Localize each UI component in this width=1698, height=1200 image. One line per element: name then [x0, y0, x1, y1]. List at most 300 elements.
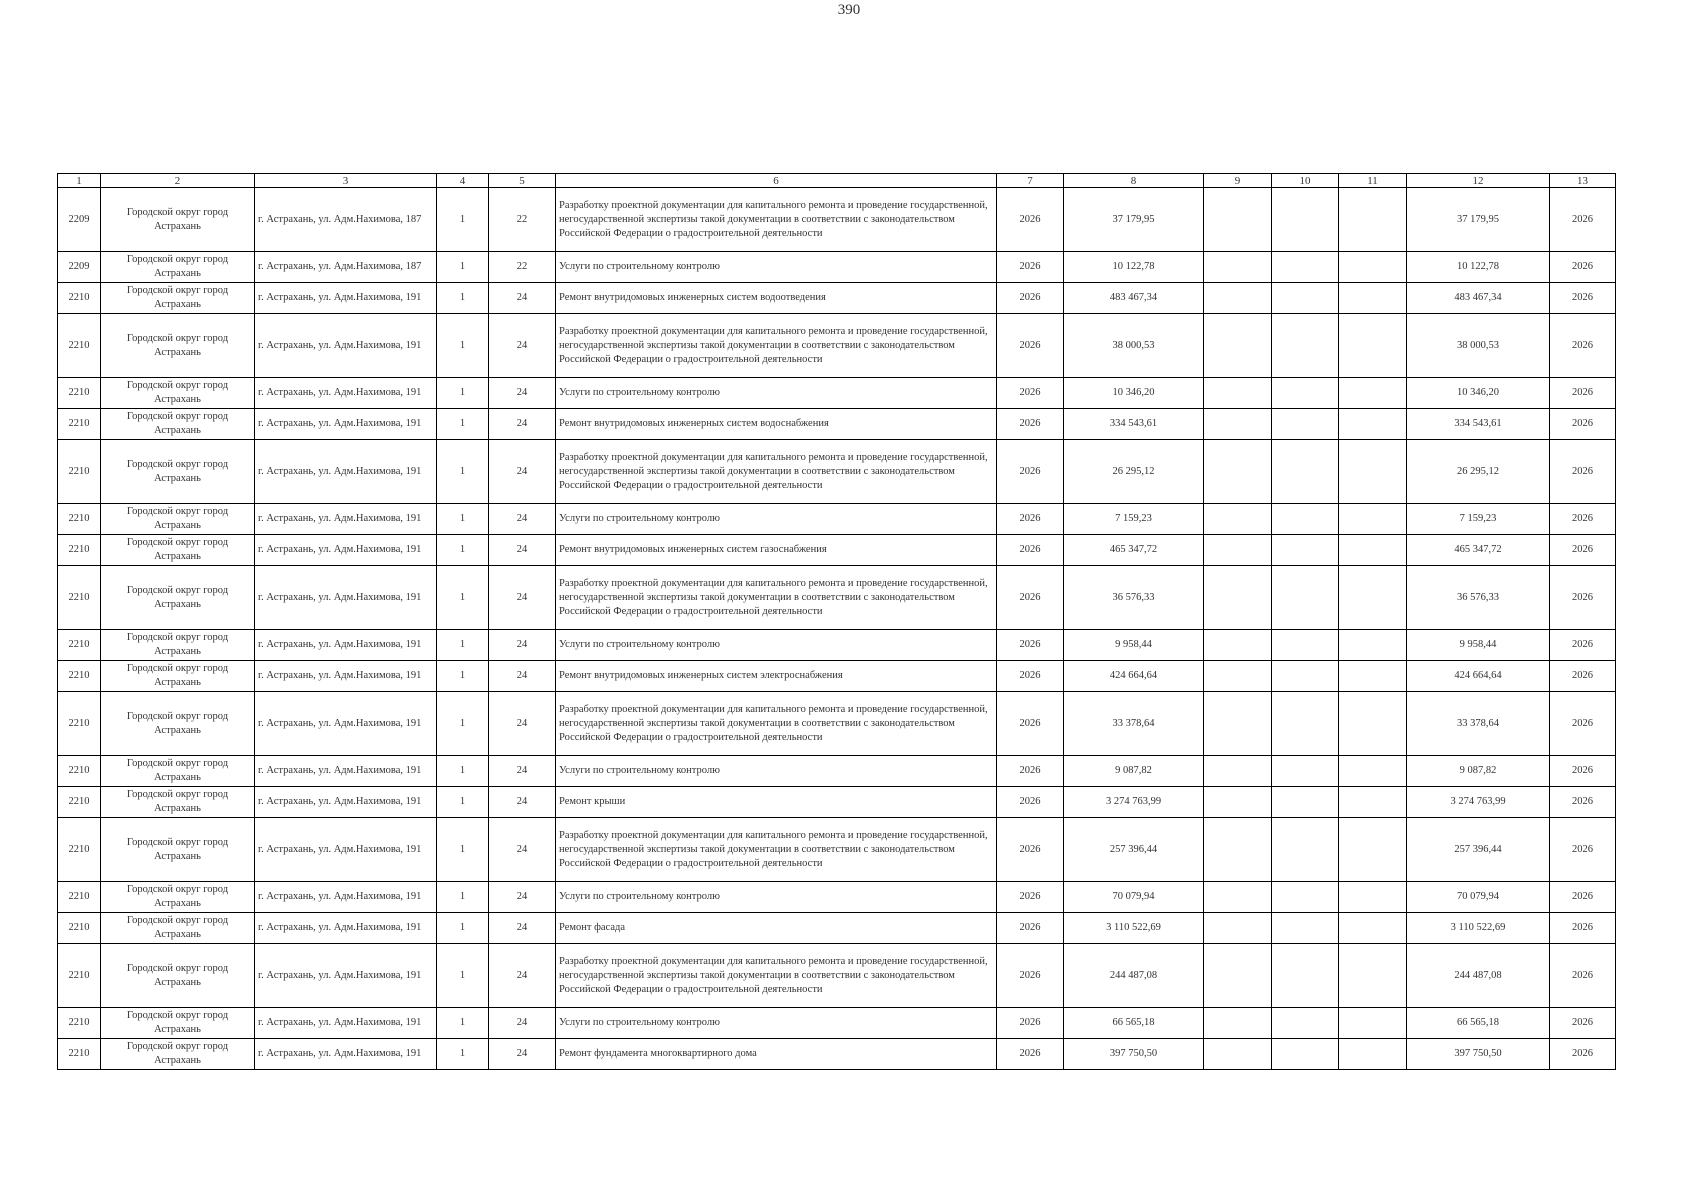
table-row: [58, 630, 1616, 661]
cell-municipality: Городской округ город Астрахань: [101, 409, 255, 440]
cell-total-cost: 465 347,72: [1064, 535, 1204, 566]
cell-col-10-value: [1272, 630, 1339, 661]
cell-fund-amount: 3 110 522,69: [1407, 913, 1550, 944]
cell-fund-amount: 465 347,72: [1407, 535, 1550, 566]
cell-work-type: Разработку проектной документации для капитального ремонта и проведение государственной, негосударственной экспертизы такой документации в соответствии с законодательством Российской Федерации о градостроительной деятельности: [556, 440, 997, 504]
cell-year: 2026: [997, 913, 1064, 944]
cell-total-cost: 3 274 763,99: [1064, 787, 1204, 818]
cell-total-cost: 70 079,94: [1064, 882, 1204, 913]
cell-col-10-value: [1272, 944, 1339, 1008]
table-row: [58, 756, 1616, 787]
cell-col-11-value: [1339, 882, 1407, 913]
cell-completion-year: 2026: [1550, 756, 1616, 787]
cell-record-id: 2210: [58, 1008, 101, 1039]
cell-record-id: 2210: [58, 566, 101, 630]
cell-total-cost: 37 179,95: [1064, 188, 1204, 252]
cell-fund-amount: 424 664,64: [1407, 661, 1550, 692]
cell-col-5-value: 24: [489, 440, 556, 504]
cell-year: 2026: [997, 692, 1064, 756]
cell-col-5-value: 24: [489, 409, 556, 440]
cell-year: 2026: [997, 440, 1064, 504]
cell-total-cost: 36 576,33: [1064, 566, 1204, 630]
column-number-7: 7: [997, 174, 1064, 188]
cell-work-type: Ремонт внутридомовых инженерных систем электроснабжения: [556, 661, 997, 692]
cell-col-10-value: [1272, 1039, 1339, 1070]
column-number-13: 13: [1550, 174, 1616, 188]
cell-municipality: Городской округ город Астрахань: [101, 913, 255, 944]
cell-record-id: 2210: [58, 756, 101, 787]
cell-address: г. Астрахань, ул. Адм.Нахимова, 191: [255, 504, 437, 535]
cell-municipality: Городской округ город Астрахань: [101, 535, 255, 566]
cell-col-10-value: [1272, 378, 1339, 409]
cell-col-4-value: 1: [437, 661, 489, 692]
cell-col-9-value: [1204, 944, 1272, 1008]
cell-col-10-value: [1272, 409, 1339, 440]
cell-work-type: Разработку проектной документации для капитального ремонта и проведение государственной, негосударственной экспертизы такой документации в соответствии с законодательством Российской Федерации о градостроительной деятельности: [556, 566, 997, 630]
cell-fund-amount: 10 122,78: [1407, 252, 1550, 283]
cell-completion-year: 2026: [1550, 818, 1616, 882]
table-row: [58, 535, 1616, 566]
cell-total-cost: 424 664,64: [1064, 661, 1204, 692]
cell-work-type: Ремонт внутридомовых инженерных систем газоснабжения: [556, 535, 997, 566]
cell-address: г. Астрахань, ул. Адм.Нахимова, 191: [255, 378, 437, 409]
cell-fund-amount: 33 378,64: [1407, 692, 1550, 756]
cell-col-9-value: [1204, 314, 1272, 378]
cell-total-cost: 9 958,44: [1064, 630, 1204, 661]
cell-year: 2026: [997, 378, 1064, 409]
cell-fund-amount: 244 487,08: [1407, 944, 1550, 1008]
cell-fund-amount: 257 396,44: [1407, 818, 1550, 882]
cell-work-type: Ремонт фасада: [556, 913, 997, 944]
cell-col-10-value: [1272, 283, 1339, 314]
cell-year: 2026: [997, 818, 1064, 882]
cell-year: 2026: [997, 535, 1064, 566]
cell-col-9-value: [1204, 630, 1272, 661]
cell-work-type: Ремонт внутридомовых инженерных систем водоснабжения: [556, 409, 997, 440]
table-row: [58, 504, 1616, 535]
cell-work-type: Услуги по строительному контролю: [556, 630, 997, 661]
cell-year: 2026: [997, 1039, 1064, 1070]
cell-col-11-value: [1339, 818, 1407, 882]
cell-col-9-value: [1204, 440, 1272, 504]
table-row: [58, 409, 1616, 440]
cell-col-5-value: 24: [489, 566, 556, 630]
table-row: [58, 882, 1616, 913]
table-row: [58, 283, 1616, 314]
cell-col-5-value: 24: [489, 283, 556, 314]
cell-fund-amount: 38 000,53: [1407, 314, 1550, 378]
cell-col-4-value: 1: [437, 818, 489, 882]
cell-col-5-value: 24: [489, 756, 556, 787]
table-row: [58, 913, 1616, 944]
cell-record-id: 2210: [58, 409, 101, 440]
cell-fund-amount: 483 467,34: [1407, 283, 1550, 314]
cell-address: г. Астрахань, ул. Адм.Нахимова, 191: [255, 661, 437, 692]
cell-completion-year: 2026: [1550, 314, 1616, 378]
cell-col-11-value: [1339, 252, 1407, 283]
cell-municipality: Городской округ город Астрахань: [101, 787, 255, 818]
cell-col-9-value: [1204, 787, 1272, 818]
cell-col-4-value: 1: [437, 944, 489, 1008]
cell-col-9-value: [1204, 378, 1272, 409]
cell-completion-year: 2026: [1550, 692, 1616, 756]
table-row: [58, 1039, 1616, 1070]
cell-col-4-value: 1: [437, 283, 489, 314]
cell-completion-year: 2026: [1550, 440, 1616, 504]
cell-fund-amount: 9 087,82: [1407, 756, 1550, 787]
column-number-5: 5: [489, 174, 556, 188]
cell-col-10-value: [1272, 882, 1339, 913]
cell-year: 2026: [997, 756, 1064, 787]
cell-col-9-value: [1204, 535, 1272, 566]
cell-municipality: Городской округ город Астрахань: [101, 314, 255, 378]
cell-col-9-value: [1204, 409, 1272, 440]
cell-col-11-value: [1339, 566, 1407, 630]
cell-col-11-value: [1339, 630, 1407, 661]
cell-municipality: Городской округ город Астрахань: [101, 378, 255, 409]
cell-work-type: Ремонт внутридомовых инженерных систем водоотведения: [556, 283, 997, 314]
cell-address: г. Астрахань, ул. Адм.Нахимова, 191: [255, 882, 437, 913]
cell-total-cost: 66 565,18: [1064, 1008, 1204, 1039]
cell-total-cost: 334 543,61: [1064, 409, 1204, 440]
cell-completion-year: 2026: [1550, 283, 1616, 314]
cell-municipality: Городской округ город Астрахань: [101, 692, 255, 756]
cell-completion-year: 2026: [1550, 882, 1616, 913]
cell-col-5-value: 24: [489, 314, 556, 378]
cell-col-11-value: [1339, 1008, 1407, 1039]
cell-col-4-value: 1: [437, 1008, 489, 1039]
table-body: [58, 188, 1616, 1070]
cell-col-11-value: [1339, 692, 1407, 756]
column-number-4: 4: [437, 174, 489, 188]
cell-col-11-value: [1339, 535, 1407, 566]
cell-col-4-value: 1: [437, 188, 489, 252]
table-row: [58, 1008, 1616, 1039]
cell-completion-year: 2026: [1550, 504, 1616, 535]
cell-address: г. Астрахань, ул. Адм.Нахимова, 191: [255, 692, 437, 756]
cell-year: 2026: [997, 188, 1064, 252]
table-row: [58, 944, 1616, 1008]
cell-fund-amount: 3 274 763,99: [1407, 787, 1550, 818]
cell-completion-year: 2026: [1550, 409, 1616, 440]
column-number-8: 8: [1064, 174, 1204, 188]
column-number-12: 12: [1407, 174, 1550, 188]
cell-col-9-value: [1204, 818, 1272, 882]
cell-col-4-value: 1: [437, 409, 489, 440]
cell-completion-year: 2026: [1550, 378, 1616, 409]
cell-col-5-value: 24: [489, 818, 556, 882]
column-number-1: 1: [58, 174, 101, 188]
cell-work-type: Разработку проектной документации для капитального ремонта и проведение государственной, негосударственной экспертизы такой документации в соответствии с законодательством Российской Федерации о градостроительной деятельности: [556, 818, 997, 882]
cell-col-5-value: 24: [489, 661, 556, 692]
cell-col-5-value: 24: [489, 787, 556, 818]
cell-col-10-value: [1272, 535, 1339, 566]
cell-col-5-value: 24: [489, 913, 556, 944]
cell-fund-amount: 70 079,94: [1407, 882, 1550, 913]
column-number-11: 11: [1339, 174, 1407, 188]
cell-col-11-value: [1339, 756, 1407, 787]
cell-municipality: Городской округ город Астрахань: [101, 504, 255, 535]
cell-col-9-value: [1204, 1039, 1272, 1070]
cell-municipality: Городской округ город Астрахань: [101, 661, 255, 692]
table-row: [58, 188, 1616, 252]
cell-col-4-value: 1: [437, 252, 489, 283]
table-row: [58, 378, 1616, 409]
table-row: [58, 566, 1616, 630]
cell-col-5-value: 22: [489, 252, 556, 283]
cell-col-4-value: 1: [437, 566, 489, 630]
cell-col-9-value: [1204, 882, 1272, 913]
cell-work-type: Ремонт крыши: [556, 787, 997, 818]
cell-municipality: Городской округ город Астрахань: [101, 1039, 255, 1070]
column-number-row: [58, 174, 1616, 188]
cell-address: г. Астрахань, ул. Адм.Нахимова, 191: [255, 535, 437, 566]
cell-total-cost: 483 467,34: [1064, 283, 1204, 314]
cell-work-type: Услуги по строительному контролю: [556, 252, 997, 283]
cell-municipality: Городской округ город Астрахань: [101, 188, 255, 252]
cell-col-4-value: 1: [437, 756, 489, 787]
cell-municipality: Городской округ город Астрахань: [101, 566, 255, 630]
cell-address: г. Астрахань, ул. Адм.Нахимова, 191: [255, 566, 437, 630]
cell-record-id: 2210: [58, 378, 101, 409]
cell-record-id: 2210: [58, 944, 101, 1008]
cell-col-5-value: 24: [489, 504, 556, 535]
cell-address: г. Астрахань, ул. Адм.Нахимова, 191: [255, 787, 437, 818]
table-row: [58, 314, 1616, 378]
cell-col-9-value: [1204, 913, 1272, 944]
cell-col-5-value: 24: [489, 692, 556, 756]
cell-col-10-value: [1272, 692, 1339, 756]
cell-total-cost: 397 750,50: [1064, 1039, 1204, 1070]
column-number-3: 3: [255, 174, 437, 188]
column-number-9: 9: [1204, 174, 1272, 188]
cell-work-type: Ремонт фундамента многоквартирного дома: [556, 1039, 997, 1070]
cell-fund-amount: 36 576,33: [1407, 566, 1550, 630]
cell-record-id: 2210: [58, 440, 101, 504]
cell-municipality: Городской округ город Астрахань: [101, 630, 255, 661]
cell-fund-amount: 334 543,61: [1407, 409, 1550, 440]
cell-fund-amount: 37 179,95: [1407, 188, 1550, 252]
cell-total-cost: 33 378,64: [1064, 692, 1204, 756]
cell-address: г. Астрахань, ул. Адм.Нахимова, 191: [255, 283, 437, 314]
cell-col-11-value: [1339, 504, 1407, 535]
table-row: [58, 252, 1616, 283]
cell-address: г. Астрахань, ул. Адм.Нахимова, 191: [255, 944, 437, 1008]
cell-record-id: 2210: [58, 661, 101, 692]
cell-fund-amount: 397 750,50: [1407, 1039, 1550, 1070]
cell-total-cost: 9 087,82: [1064, 756, 1204, 787]
cell-total-cost: 26 295,12: [1064, 440, 1204, 504]
cell-col-9-value: [1204, 566, 1272, 630]
cell-record-id: 2209: [58, 252, 101, 283]
cell-total-cost: 244 487,08: [1064, 944, 1204, 1008]
cell-year: 2026: [997, 566, 1064, 630]
cell-fund-amount: 26 295,12: [1407, 440, 1550, 504]
cell-col-5-value: 24: [489, 378, 556, 409]
cell-completion-year: 2026: [1550, 787, 1616, 818]
cell-record-id: 2210: [58, 1039, 101, 1070]
cell-address: г. Астрахань, ул. Адм.Нахимова, 191: [255, 314, 437, 378]
cell-col-4-value: 1: [437, 504, 489, 535]
cell-work-type: Разработку проектной документации для капитального ремонта и проведение государственной, негосударственной экспертизы такой документации в соответствии с законодательством Российской Федерации о градостроительной деятельности: [556, 314, 997, 378]
cell-completion-year: 2026: [1550, 252, 1616, 283]
cell-col-10-value: [1272, 566, 1339, 630]
cell-address: г. Астрахань, ул. Адм.Нахимова, 191: [255, 409, 437, 440]
cell-col-5-value: 22: [489, 188, 556, 252]
cell-completion-year: 2026: [1550, 661, 1616, 692]
cell-work-type: Услуги по строительному контролю: [556, 504, 997, 535]
cell-year: 2026: [997, 252, 1064, 283]
cell-year: 2026: [997, 882, 1064, 913]
cell-completion-year: 2026: [1550, 1039, 1616, 1070]
cell-col-5-value: 24: [489, 944, 556, 1008]
cell-col-5-value: 24: [489, 630, 556, 661]
cell-col-11-value: [1339, 314, 1407, 378]
cell-work-type: Разработку проектной документации для капитального ремонта и проведение государственной, негосударственной экспертизы такой документации в соответствии с законодательством Российской Федерации о градостроительной деятельности: [556, 944, 997, 1008]
cell-col-11-value: [1339, 913, 1407, 944]
table-row: [58, 440, 1616, 504]
cell-col-9-value: [1204, 252, 1272, 283]
cell-record-id: 2210: [58, 314, 101, 378]
cell-col-11-value: [1339, 1039, 1407, 1070]
cell-address: г. Астрахань, ул. Адм.Нахимова, 187: [255, 252, 437, 283]
cell-record-id: 2210: [58, 630, 101, 661]
cell-work-type: Услуги по строительному контролю: [556, 1008, 997, 1039]
cell-record-id: 2210: [58, 535, 101, 566]
cell-col-9-value: [1204, 661, 1272, 692]
cell-completion-year: 2026: [1550, 913, 1616, 944]
cell-total-cost: 10 346,20: [1064, 378, 1204, 409]
cell-work-type: Услуги по строительному контролю: [556, 882, 997, 913]
cell-fund-amount: 9 958,44: [1407, 630, 1550, 661]
cell-fund-amount: 10 346,20: [1407, 378, 1550, 409]
cell-municipality: Городской округ город Астрахань: [101, 756, 255, 787]
cell-col-4-value: 1: [437, 440, 489, 504]
cell-col-10-value: [1272, 314, 1339, 378]
cell-year: 2026: [997, 314, 1064, 378]
cell-total-cost: 38 000,53: [1064, 314, 1204, 378]
cell-record-id: 2209: [58, 188, 101, 252]
cell-col-5-value: 24: [489, 882, 556, 913]
cell-year: 2026: [997, 1008, 1064, 1039]
cell-address: г. Астрахань, ул. Адм.Нахимова, 191: [255, 756, 437, 787]
cell-col-11-value: [1339, 944, 1407, 1008]
cell-col-10-value: [1272, 913, 1339, 944]
cell-col-9-value: [1204, 504, 1272, 535]
cell-col-9-value: [1204, 692, 1272, 756]
cell-address: г. Астрахань, ул. Адм.Нахимова, 187: [255, 188, 437, 252]
cell-col-4-value: 1: [437, 378, 489, 409]
cell-col-9-value: [1204, 283, 1272, 314]
cell-record-id: 2210: [58, 787, 101, 818]
cell-record-id: 2210: [58, 913, 101, 944]
cell-col-4-value: 1: [437, 314, 489, 378]
cell-col-10-value: [1272, 1008, 1339, 1039]
cell-address: г. Астрахань, ул. Адм.Нахимова, 191: [255, 818, 437, 882]
cell-col-9-value: [1204, 188, 1272, 252]
cell-municipality: Городской округ город Астрахань: [101, 818, 255, 882]
cell-col-11-value: [1339, 440, 1407, 504]
cell-col-11-value: [1339, 787, 1407, 818]
cell-col-10-value: [1272, 252, 1339, 283]
cell-fund-amount: 66 565,18: [1407, 1008, 1550, 1039]
cell-work-type: Услуги по строительному контролю: [556, 756, 997, 787]
cell-record-id: 2210: [58, 882, 101, 913]
cell-record-id: 2210: [58, 283, 101, 314]
cell-record-id: 2210: [58, 818, 101, 882]
cell-address: г. Астрахань, ул. Адм.Нахимова, 191: [255, 1008, 437, 1039]
cell-municipality: Городской округ город Астрахань: [101, 882, 255, 913]
cell-col-10-value: [1272, 787, 1339, 818]
cell-total-cost: 3 110 522,69: [1064, 913, 1204, 944]
cell-address: г. Астрахань, ул. Адм.Нахимова, 191: [255, 440, 437, 504]
column-number-6: 6: [556, 174, 997, 188]
cell-fund-amount: 7 159,23: [1407, 504, 1550, 535]
cell-col-5-value: 24: [489, 1008, 556, 1039]
cell-year: 2026: [997, 661, 1064, 692]
cell-address: г. Астрахань, ул. Адм.Нахимова, 191: [255, 1039, 437, 1070]
cell-col-10-value: [1272, 504, 1339, 535]
cell-col-11-value: [1339, 283, 1407, 314]
table-row: [58, 692, 1616, 756]
cell-col-4-value: 1: [437, 787, 489, 818]
cell-total-cost: 257 396,44: [1064, 818, 1204, 882]
cell-year: 2026: [997, 283, 1064, 314]
cell-municipality: Городской округ город Астрахань: [101, 944, 255, 1008]
cell-record-id: 2210: [58, 692, 101, 756]
cell-year: 2026: [997, 630, 1064, 661]
cell-col-9-value: [1204, 756, 1272, 787]
cell-work-type: Услуги по строительному контролю: [556, 378, 997, 409]
cell-col-10-value: [1272, 818, 1339, 882]
column-number-2: 2: [101, 174, 255, 188]
table-row: [58, 661, 1616, 692]
cell-municipality: Городской округ город Астрахань: [101, 252, 255, 283]
cell-completion-year: 2026: [1550, 944, 1616, 1008]
cell-year: 2026: [997, 944, 1064, 1008]
cell-total-cost: 7 159,23: [1064, 504, 1204, 535]
cell-col-11-value: [1339, 661, 1407, 692]
cell-col-10-value: [1272, 188, 1339, 252]
cell-col-5-value: 24: [489, 1039, 556, 1070]
cell-completion-year: 2026: [1550, 630, 1616, 661]
cell-col-9-value: [1204, 1008, 1272, 1039]
cell-year: 2026: [997, 787, 1064, 818]
cell-col-4-value: 1: [437, 630, 489, 661]
cell-col-10-value: [1272, 661, 1339, 692]
column-number-10: 10: [1272, 174, 1339, 188]
page-number: 390: [837, 2, 861, 18]
cell-col-4-value: 1: [437, 692, 489, 756]
cell-col-11-value: [1339, 188, 1407, 252]
cell-col-11-value: [1339, 378, 1407, 409]
cell-completion-year: 2026: [1550, 535, 1616, 566]
cell-year: 2026: [997, 409, 1064, 440]
cell-total-cost: 10 122,78: [1064, 252, 1204, 283]
cell-col-4-value: 1: [437, 1039, 489, 1070]
cell-completion-year: 2026: [1550, 188, 1616, 252]
cell-year: 2026: [997, 504, 1064, 535]
cell-work-type: Разработку проектной документации для капитального ремонта и проведение государственной, негосударственной экспертизы такой документации в соответствии с законодательством Российской Федерации о градостроительной деятельности: [556, 692, 997, 756]
table-row: [58, 787, 1616, 818]
cell-col-10-value: [1272, 756, 1339, 787]
cell-col-4-value: 1: [437, 535, 489, 566]
cell-municipality: Городской округ город Астрахань: [101, 440, 255, 504]
cell-address: г. Астрахань, ул. Адм.Нахимова, 191: [255, 630, 437, 661]
cell-record-id: 2210: [58, 504, 101, 535]
cell-completion-year: 2026: [1550, 566, 1616, 630]
cell-municipality: Городской округ город Астрахань: [101, 1008, 255, 1039]
